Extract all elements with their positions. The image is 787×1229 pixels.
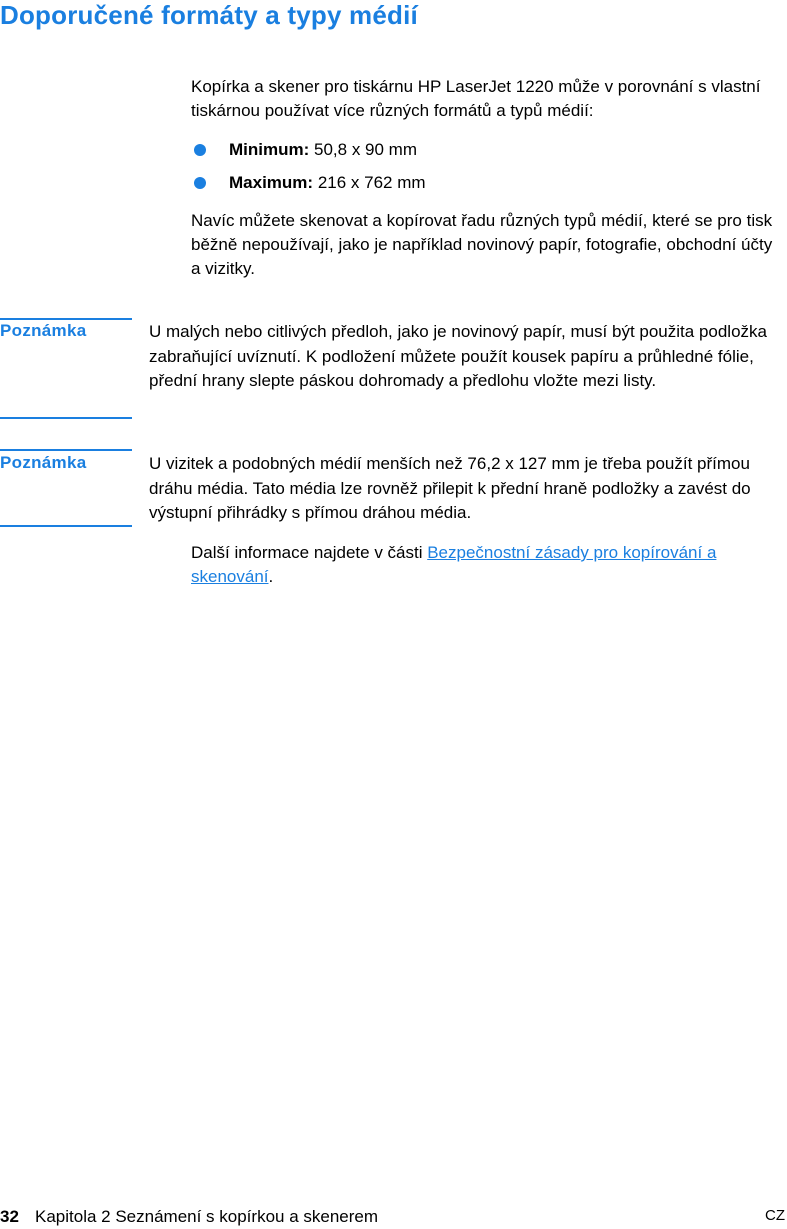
note-label: Poznámka <box>0 321 87 340</box>
bullet-label-maximum: Maximum: <box>229 173 314 192</box>
safety-guidelines-link[interactable]: Bezpečnostní zásady pro kopírování a skenování <box>191 543 717 586</box>
bullet-icon <box>194 177 206 189</box>
page-number: 32 <box>0 1207 19 1226</box>
bullet-label-minimum: Minimum: <box>229 140 310 159</box>
chapter-title: Kapitola 2 Seznámení s kopírkou a skenerem <box>35 1207 379 1226</box>
bullet-value-minimum: 50,8 x 90 mm <box>314 140 418 159</box>
note-divider <box>0 417 132 419</box>
more-info-suffix: . <box>268 567 274 586</box>
format-list <box>191 136 781 202</box>
note-divider <box>0 318 132 320</box>
bullet-icon <box>194 144 206 156</box>
note-divider <box>0 525 132 527</box>
more-info-paragraph <box>191 541 785 589</box>
note-text: U malých nebo citlivých předloh, jako je novinový papír, musí být použita podložka zabraňující uvíznutí. K podložení můžete použít kousek papíru a průhledné fólie, přední hrany slepte páskou dohromady a předlohu vložte mezi listy. <box>149 322 767 390</box>
note-label: Poznámka <box>0 453 87 472</box>
media-types-paragraph: Navíc můžete skenovat a kopírovat řadu různých typů médií, které se pro tisk běžně nepoužívají, jako je například novinový papír, fotografie, obchodní účty a vizitky. <box>191 211 773 278</box>
note-text: U vizitek a podobných médií menších než 76,2 x 127 mm je třeba použít přímou dráhu média. Tato média lze rovněž přilepit k přední hraně podložky a zavést do výstupní přihrádky s přímou dráhou média. <box>149 454 751 522</box>
language-code: CZ <box>765 1207 785 1224</box>
note-divider <box>0 449 132 451</box>
page-title: Doporučené formáty a typy médií <box>0 0 418 30</box>
bullet-value-maximum: 216 x 762 mm <box>317 173 426 192</box>
intro-paragraph: Kopírka a skener pro tiskárnu HP LaserJet 1220 může v porovnání s vlastní tiskárnou používat více různých formátů a typů médií: <box>191 77 761 120</box>
list-item <box>191 169 781 202</box>
list-item <box>191 136 781 169</box>
more-info-prefix: Další informace najdete v části <box>191 543 428 562</box>
